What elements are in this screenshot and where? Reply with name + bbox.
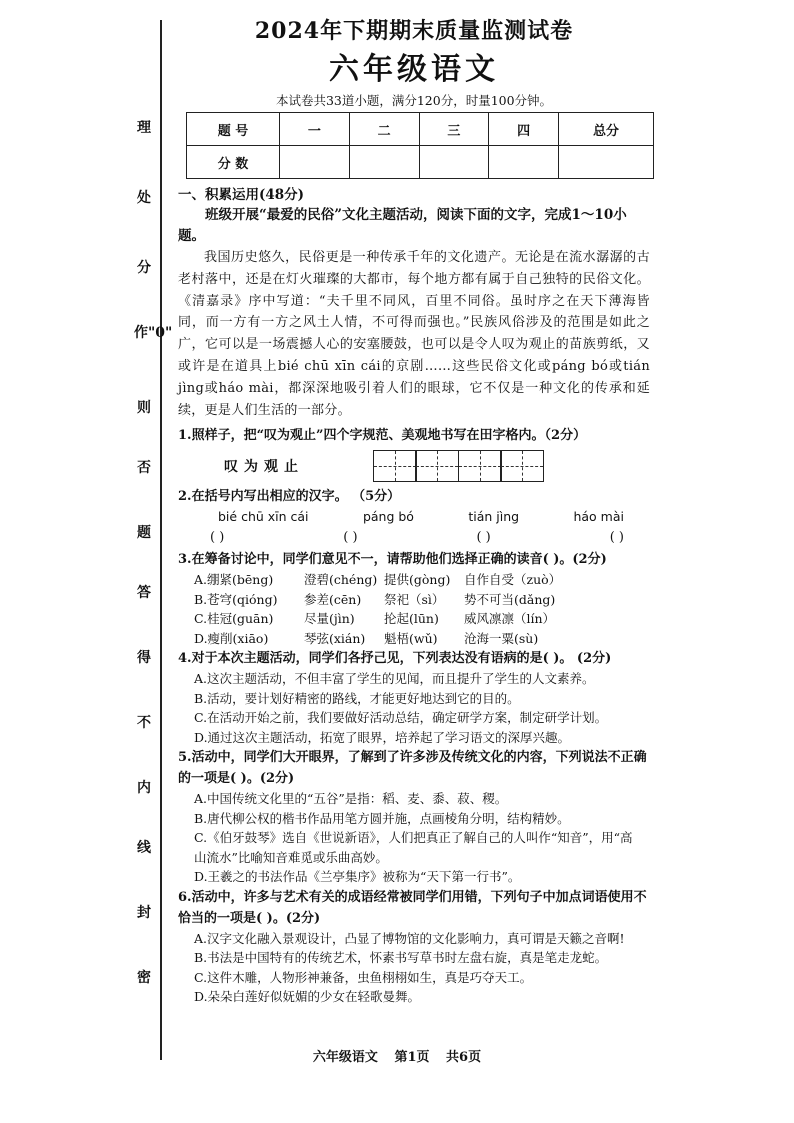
option-item: B.书法是中国特有的传统艺术，怀素书写草书时左盘右旋，真是笔走龙蛇。 (194, 950, 608, 966)
option-item: C.这件木雕，人物形神兼备，虫鱼栩栩如生，真是巧夺天工。 (194, 969, 533, 985)
question-2: 2.在括号内写出相应的汉字。 （5分） (178, 489, 401, 505)
option-item: B.唐代柳公权的楷书作品用笔方圆并施，点画棱角分明，结构精妙。 (194, 810, 570, 826)
binding-char: 得 (137, 650, 151, 666)
score-input-3[interactable] (419, 146, 489, 179)
question-1: 1.照样子，把“叹为观止”四个字规范、美观地书写在田字格内。（2分） (178, 428, 587, 444)
section-heading: 一、积累运用(48分) (178, 187, 305, 203)
question-3-options (178, 570, 650, 648)
score-input-4[interactable] (489, 146, 559, 179)
section-intro: 班级开展“最爱的民俗”文化主题活动，阅读下面的文字，完成1～10小题。 (178, 207, 627, 244)
binding-char: 密 (137, 970, 151, 986)
score-table (186, 112, 654, 179)
option-item: D.朵朵白莲好似妩媚的少女在轻歌曼舞。 (194, 989, 421, 1005)
option-item: 威风凛凛（lín） (464, 611, 556, 627)
option-item: 自作自受（zuò） (464, 572, 562, 588)
exam-page (178, 14, 650, 1007)
option-item: 沧海一粟(sù) (464, 630, 539, 646)
pinyin-item: háo mài (573, 509, 624, 525)
option-item: A.汉字文化融入景观设计，凸显了博物馆的文化影响力，真可谓是天籁之音啊! (194, 930, 625, 946)
exam-title: 2024年下期期末质量监测试卷 (254, 18, 574, 44)
page-footer (0, 1046, 794, 1065)
binding-char: 理 (137, 120, 151, 136)
tianzige-cell[interactable] (415, 450, 459, 482)
option-item: 参差(cēn) (304, 591, 362, 607)
option-item: A.中国传统文化里的“五谷”是指：稻、麦、黍、菽、稷。 (194, 791, 508, 807)
answer-bracket[interactable]: ( ) (609, 530, 624, 546)
question-4: 4.对于本次主题活动，同学们各抒己见，下列表达没有语病的是( )。 (2分) (178, 651, 612, 667)
option-item: A.绷紧(bēng) (194, 572, 274, 588)
footer-total-pages: 共6页 (446, 1050, 482, 1065)
score-cell-total: 总分 (559, 113, 654, 146)
option-item: D.王羲之的书法作品《兰亭集序》被称为“天下第一行书”。 (194, 869, 521, 885)
tianzige-cell[interactable] (500, 450, 544, 482)
tianzige-cell[interactable] (373, 450, 417, 482)
score-input-2[interactable] (349, 146, 419, 179)
pinyin-item: tián jìng (468, 509, 520, 525)
score-table-score-row (187, 146, 654, 179)
question-5: 5.活动中，同学们大开眼界，了解到了许多涉及传统文化的内容，下列说法不正确的一项是( )。(2分) (178, 750, 647, 787)
option-item: 势不可当(dǎng) (464, 591, 556, 607)
binding-char: 封 (137, 905, 151, 921)
binding-char: 不 (137, 715, 151, 731)
pinyin-item: bié chū xīn cái (218, 509, 309, 525)
score-row-label: 分 数 (187, 146, 280, 179)
score-cell-1: 一 (280, 113, 350, 146)
answer-bracket[interactable]: ( ) (210, 530, 225, 546)
score-input-total[interactable] (559, 146, 654, 179)
binding-char: 处 (137, 190, 151, 206)
tianzige-row (178, 446, 650, 486)
binding-char: 线 (137, 840, 151, 856)
question-6: 6.活动中，许多与艺术有关的成语经常被同学们用错，下列句子中加点词语使用不恰当的一项是( )。(2分) (178, 889, 647, 926)
option-item: 提供(gòng) (384, 572, 451, 588)
option-item: C.在活动开始之前，我们要做好活动总结，确定研学方案，制定研学计划。 (194, 710, 608, 726)
option-item: D.通过这次主题活动，拓宽了眼界，培养起了学习语文的深厚兴趣。 (194, 729, 571, 745)
binding-char: 作"0" (134, 325, 173, 341)
binding-char: 则 (137, 400, 151, 416)
answer-bracket[interactable]: ( ) (476, 530, 491, 546)
option-item: D.瘦削(xiāo) (194, 630, 269, 646)
subject-title: 六年级语文 (329, 52, 499, 87)
sample-phrase: 叹为观止 (224, 459, 304, 476)
score-input-1[interactable] (280, 146, 350, 179)
score-table-header-row (187, 113, 654, 146)
option-item: C.《伯牙鼓琴》选自《世说新语》，人们把真正了解自己的人叫作“知音”，用“高山流水”比喻知音难觅或乐曲高妙。 (194, 830, 633, 865)
option-item: 尽量(jìn) (304, 611, 355, 627)
pinyin-item: páng bó (362, 509, 414, 525)
binding-char: 答 (137, 585, 151, 601)
tianzige-cell[interactable] (458, 450, 502, 482)
option-item: 祭祀（sì） (384, 591, 445, 607)
binding-char: 分 (137, 260, 151, 276)
option-item: A.这次主题活动，不但丰富了学生的见闻，而且提升了学生的人文素养。 (194, 671, 595, 687)
option-item: 抡起(lūn) (384, 611, 439, 627)
binding-line (160, 20, 162, 1060)
score-cell-label: 题 号 (187, 113, 280, 146)
score-cell-2: 二 (349, 113, 419, 146)
reading-passage: 我国历史悠久，民俗更是一种传承千年的文化遗产。无论是在流水潺潺的古老村落中，还是在灯火璀璨的大都市，每个地方都有属于自己独特的民俗文化。《清嘉录》序中写道：“夫千里不同风，百里不同俗。虽时序之在天下薄海皆同，而一方有一方之风土人情，不可得而强也。”民族风俗涉及的范围是如此之广，它可以是一场震撼人心的安塞腰鼓，也可以是令人叹为观止的苗族剪纸，又或许是在道具上bié chū xīn cái的京剧……这些民俗文化或páng bó或tián jìng或háo mài，都深深地吸引着人们的眼球，它不仅是一种文化的传承和延续，更是人们生活的一部分。 (178, 250, 650, 418)
option-item: 琴弦(xián) (304, 630, 366, 646)
option-item: 澄碧(chéng) (304, 572, 378, 588)
score-cell-3: 三 (419, 113, 489, 146)
question-3: 3.在筹备讨论中，同学们意见不一，请帮助他们选择正确的读音( )。(2分) (178, 552, 607, 568)
option-item: B.苍穹(qióng) (194, 591, 278, 607)
binding-char: 题 (137, 525, 151, 541)
footer-page-number: 第1页 (394, 1050, 430, 1065)
option-item: B.活动，要计划好精密的路线，才能更好地达到它的目的。 (194, 690, 520, 706)
binding-char: 否 (137, 460, 151, 476)
option-item: C.桂冠(guān) (194, 611, 274, 627)
answer-bracket[interactable]: ( ) (343, 530, 358, 546)
pinyin-row (178, 507, 650, 527)
footer-subject: 六年级语文 (312, 1050, 378, 1065)
binding-char: 内 (137, 780, 151, 796)
exam-instructions: 本试卷共33道小题，满分120分，时量100分钟。 (275, 93, 553, 108)
option-item: 魁梧(wǔ) (384, 630, 438, 646)
binding-gutter (120, 20, 173, 1060)
answer-bracket-row (178, 527, 650, 549)
score-cell-4: 四 (489, 113, 559, 146)
